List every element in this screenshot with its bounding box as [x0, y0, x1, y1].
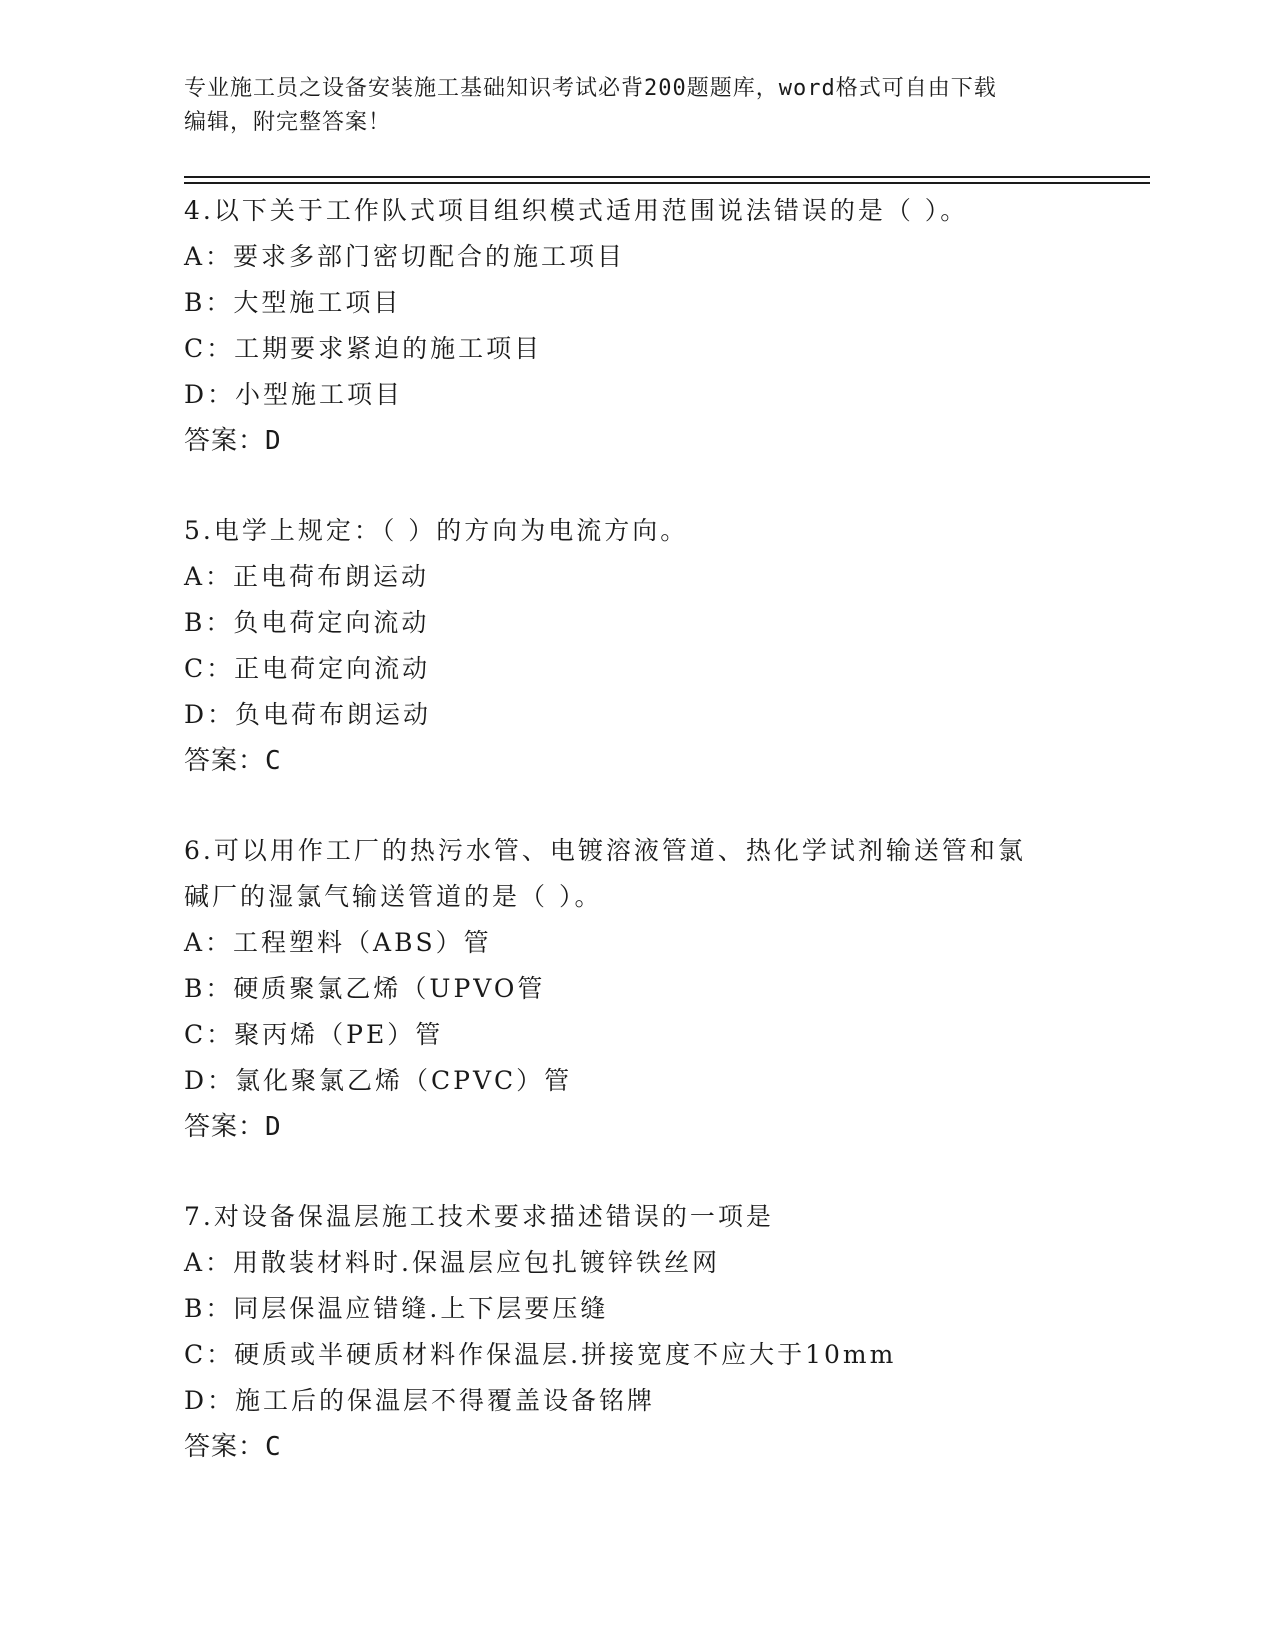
option-a: A：要求多部门密切配合的施工项目 [184, 242, 626, 271]
question-stem-line-1: 6.可以用作工厂的热污水管、电镀溶液管道、热化学试剂输送管和氯 [184, 836, 1026, 865]
option-b: B：大型施工项目 [184, 288, 402, 317]
option-c: C：工期要求紧迫的施工项目 [184, 334, 543, 363]
option-c: C：聚丙烯（PE）管 [184, 1020, 444, 1049]
question-stem-line-2: 碱厂的湿氯气输送管道的是（ ）。 [184, 882, 603, 911]
option-b: B：同层保温应错缝.上下层要压缝 [184, 1294, 609, 1323]
option-c: C：硬质或半硬质材料作保温层.拼接宽度不应大于10mm [184, 1340, 897, 1369]
option-d: D：负电荷布朗运动 [184, 700, 432, 729]
header-line-2: 编辑，附完整答案！ [184, 110, 392, 135]
answer: 答案：C [184, 746, 282, 776]
option-c: C：正电荷定向流动 [184, 654, 431, 683]
question-list [184, 188, 1184, 1470]
question-item [184, 188, 1184, 464]
question-stem: 5.电学上规定：（ ）的方向为电流方向。 [184, 516, 689, 545]
header-line-1: 专业施工员之设备安装施工基础知识考试必背200题题库，word格式可自由下载 [184, 76, 997, 101]
header-divider-top [184, 176, 1150, 178]
question-stem: 4.以下关于工作队式项目组织模式适用范围说法错误的是（ ）。 [184, 196, 969, 225]
option-d: D：氯化聚氯乙烯（CPVC）管 [184, 1066, 573, 1095]
option-b: B：负电荷定向流动 [184, 608, 430, 637]
question-item [184, 508, 1184, 784]
option-d: D：小型施工项目 [184, 380, 404, 409]
option-d: D：施工后的保温层不得覆盖设备铭牌 [184, 1386, 656, 1415]
option-b: B：硬质聚氯乙烯（UPVO管 [184, 974, 546, 1003]
question-item [184, 1194, 1184, 1470]
answer: 答案：D [184, 426, 282, 456]
option-a: A：用散装材料时.保温层应包扎镀锌铁丝网 [184, 1248, 721, 1277]
header-divider-bottom [184, 182, 1150, 184]
answer: 答案：D [184, 1112, 282, 1142]
question-stem: 7.对设备保温层施工技术要求描述错误的一项是 [184, 1202, 774, 1231]
document-header [184, 72, 1064, 140]
option-a: A：工程塑料（ABS）管 [184, 928, 492, 957]
question-item [184, 828, 1184, 1150]
option-a: A：正电荷布朗运动 [184, 562, 430, 591]
answer: 答案：C [184, 1432, 282, 1462]
